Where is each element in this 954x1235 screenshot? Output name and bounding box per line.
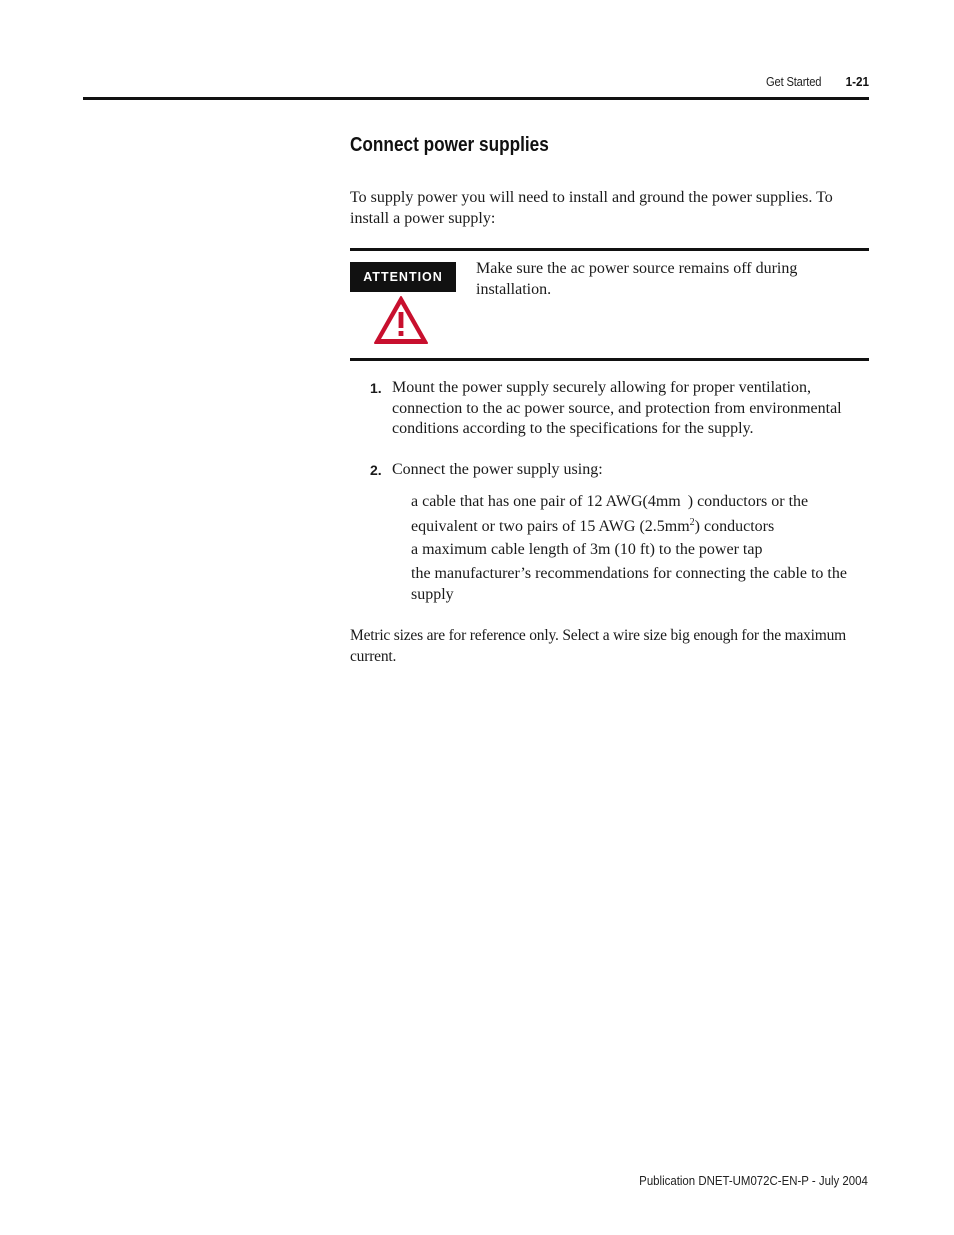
- attention-label: ATTENTION: [350, 262, 456, 292]
- step-text: Mount the power supply securely allowing for proper ventilation, connection to the ac power source, and protection from environmental conditions according to the specifications for the supply.: [392, 379, 842, 437]
- sub-item-text: a cable that has one pair of 12 AWG(4mm: [411, 493, 681, 510]
- page-header: [83, 73, 869, 97]
- superscript: 2: [689, 517, 695, 528]
- sub-item-text: ) conductors or the equivalent or two pairs of 15 AWG (2.5mm: [411, 493, 809, 535]
- warning-triangle-icon: [372, 294, 430, 346]
- section-title: Connect power supplies: [350, 134, 549, 156]
- header-section-title: Get Started: [765, 74, 821, 89]
- attention-text: Make sure the ac power source remains off during installation.: [476, 260, 798, 298]
- sub-list-item: the manufacturer’s recommendations for connecting the cable to the supply: [411, 565, 847, 603]
- intro-paragraph: To supply power you will need to install and ground the power supplies. To install a power supply:: [350, 189, 833, 227]
- attention-bottom-rule: [350, 358, 869, 361]
- step-number: 2.: [370, 462, 382, 478]
- header-rule: [83, 97, 869, 100]
- step-text: Connect the power supply using:: [392, 461, 603, 478]
- sub-list-item: a maximum cable length of 3m (10 ft) to the power tap: [411, 541, 763, 558]
- header-page-number: 1-21: [845, 74, 869, 89]
- footer-publication: Publication DNET-UM072C-EN-P - July 2004: [639, 1173, 868, 1188]
- metric-note: Metric sizes are for reference only. Select a wire size big enough for the maximum current.: [350, 627, 847, 665]
- sub-list-item: [411, 489, 869, 539]
- attention-top-rule: [350, 248, 869, 251]
- step-number: 1.: [370, 380, 382, 396]
- sub-item-text: ) conductors: [694, 518, 775, 535]
